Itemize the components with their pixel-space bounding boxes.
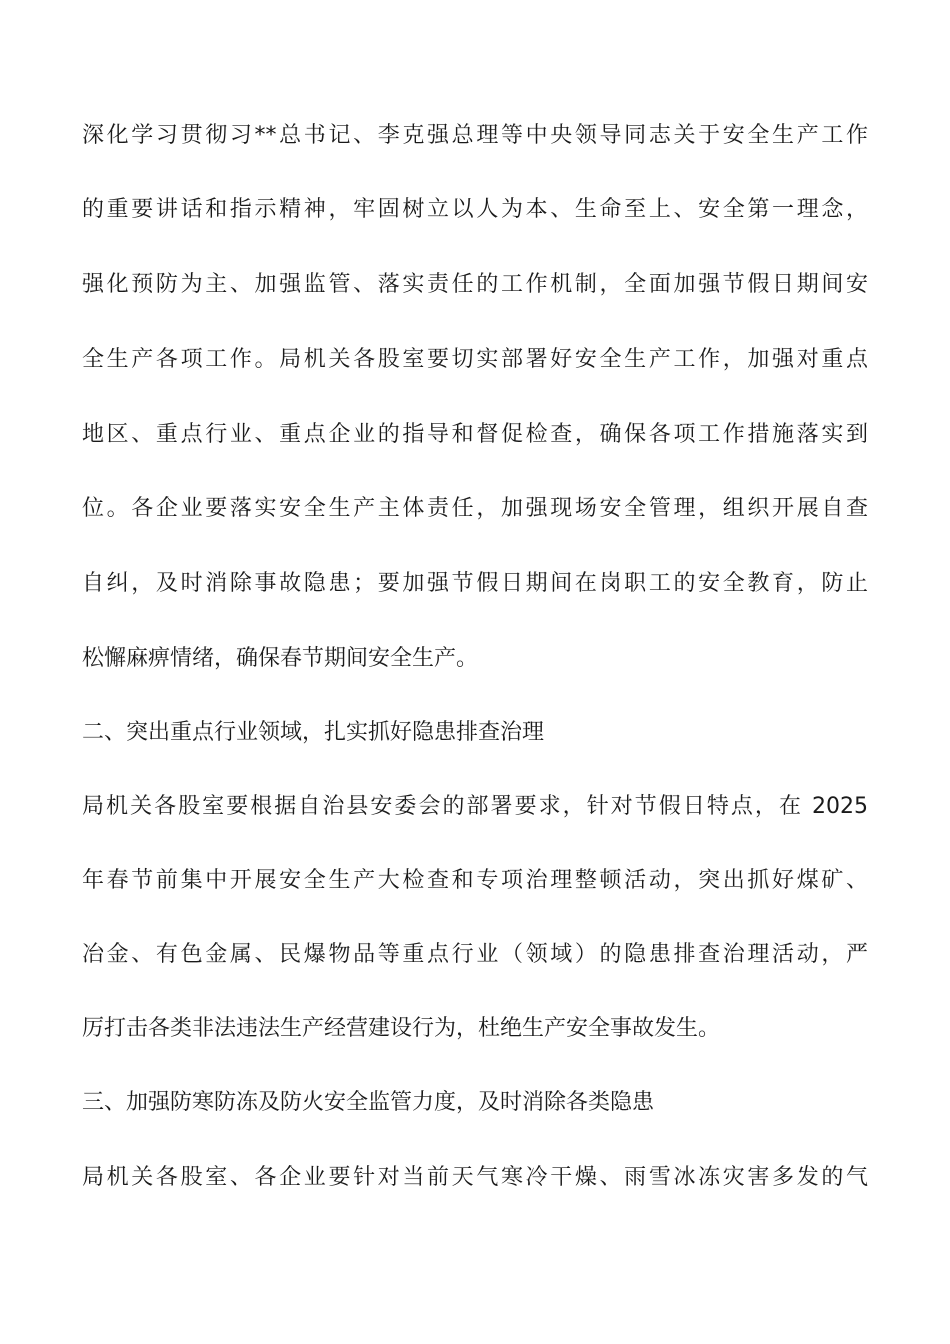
paragraph-1-line-6: 位。各企业要落实安全生产主体责任，加强现场安全管理，组织开展自查 [82,496,868,521]
section-heading-2: 二、突出重点行业领域，扎实抓好隐患排查治理 [82,720,545,745]
paragraph-1-line-7: 自纠，及时消除事故隐患；要加强节假日期间在岗职工的安全教育，防止 [82,571,868,596]
paragraph-2-line-1: 局机关各股室要根据自治县安委会的部署要求，针对节假日特点，在 2025 [82,794,868,819]
paragraph-1-line-5: 地区、重点行业、重点企业的指导和督促检查，确保各项工作措施落实到 [82,422,868,447]
paragraph-3-line-1: 局机关各股室、各企业要针对当前天气寒冷干燥、雨雪冰冻灾害多发的气 [82,1165,868,1190]
section-heading-3: 三、加强防寒防冻及防火安全监管力度，及时消除各类隐患 [82,1090,655,1115]
paragraph-1-line-2: 的重要讲话和指示精神，牢固树立以人为本、生命至上、安全第一理念， [82,197,868,222]
paragraph-2-line-3: 冶金、有色金属、民爆物品等重点行业（领域）的隐患排查治理活动，严 [82,942,868,967]
paragraph-1-line-3: 强化预防为主、加强监管、落实责任的工作机制，全面加强节假日期间安 [82,272,868,297]
paragraph-1-line-8: 松懈麻痹情绪，确保春节期间安全生产。 [82,646,479,671]
paragraph-2-line-2: 年春节前集中开展安全生产大检查和专项治理整顿活动，突出抓好煤矿、 [82,868,868,893]
paragraph-2-line-4: 厉打击各类非法违法生产经营建设行为，杜绝生产安全事故发生。 [82,1016,721,1041]
paragraph-1-line-4: 全生产各项工作。局机关各股室要切实部署好安全生产工作，加强对重点 [82,347,868,372]
paragraph-1-line-1: 深化学习贯彻习**总书记、李克强总理等中央领导同志关于安全生产工作 [82,123,868,148]
